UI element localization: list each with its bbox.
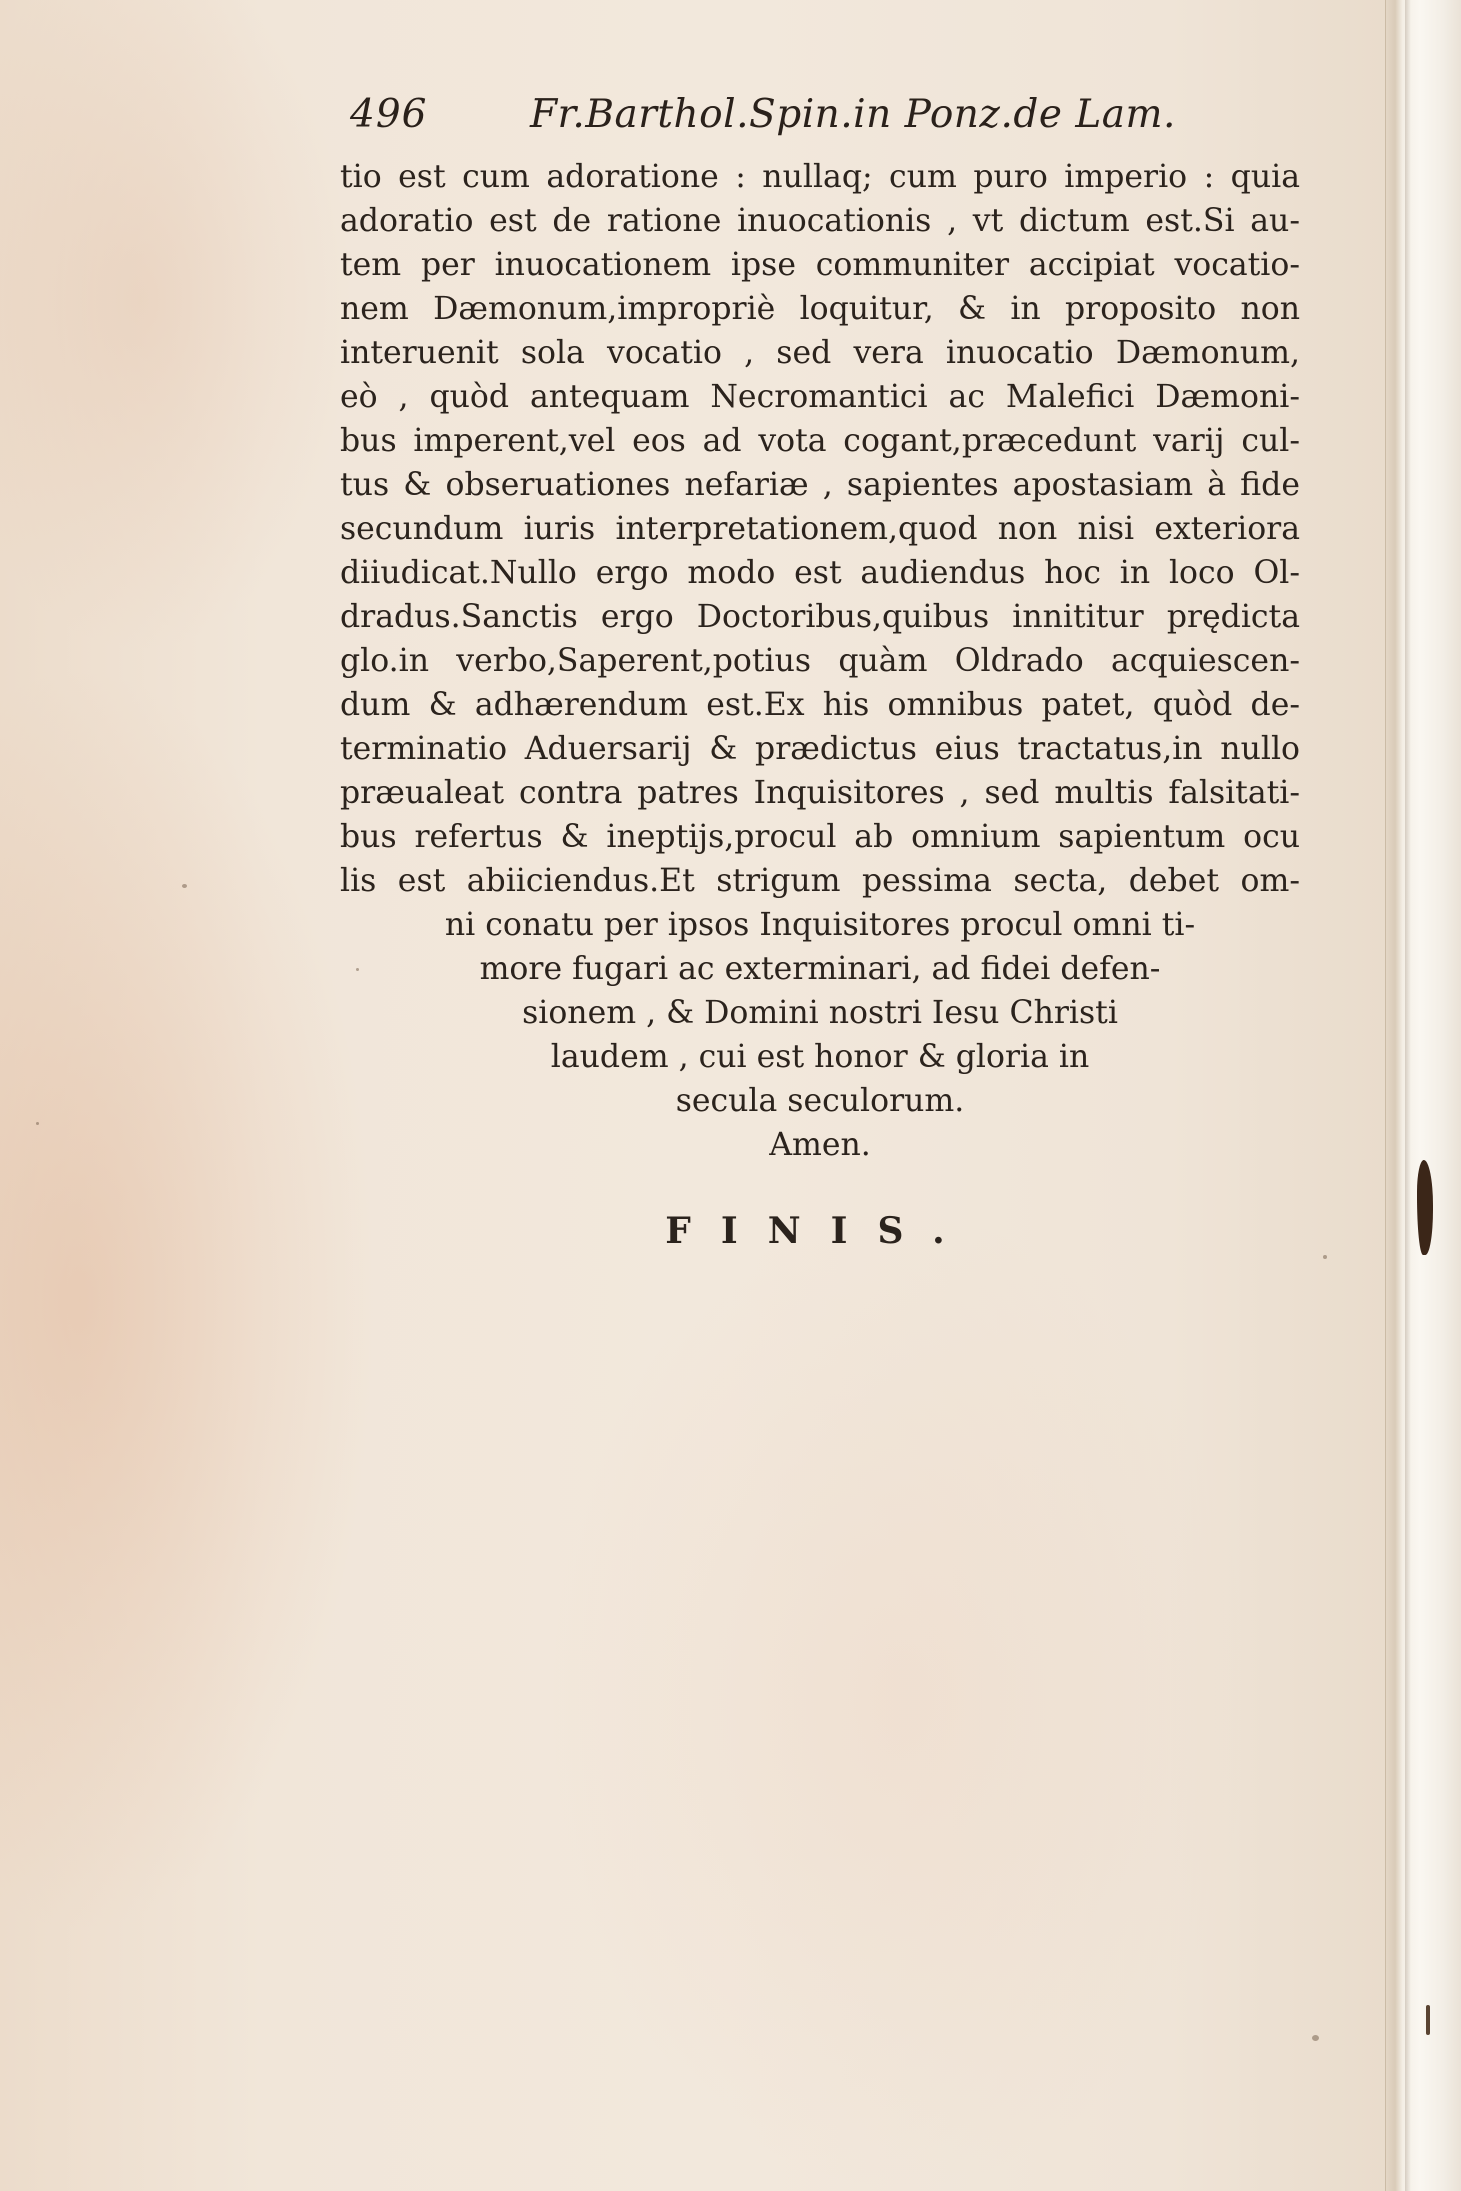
text-line: tus & obseruationes nefariæ , sapientes apostasiam à fide <box>340 467 1300 503</box>
text-line: dradus.Sanctis ergo Doctoribus,quibus innititur prędicta <box>340 599 1300 635</box>
text-line: eò , quòd antequam Necromantici ac Malefici Dæmoni- <box>340 379 1300 415</box>
text-line: tem per inuocationem ipse communiter accipiat vocatio- <box>340 247 1300 283</box>
text-line: glo.in verbo,Saperent,potius quàm Oldrado acquiescen- <box>340 643 1300 679</box>
text-line: terminatio Aduersarij & prædictus eius tractatus,in nullo <box>340 731 1300 767</box>
running-head <box>350 92 1300 154</box>
text-line: secundum iuris interpretationem,quod non nisi exteriora <box>340 511 1300 547</box>
text-line: adoratio est de ratione inuocationis , vt dictum est.Si au- <box>340 203 1300 239</box>
body-text <box>340 155 1300 1167</box>
tail-line: more fugari ac exterminari, ad fidei defen- <box>479 951 1161 987</box>
text-line: bus imperent,vel eos ad vota cogant,præcedunt varij cul- <box>340 423 1300 459</box>
tail-line: laudem , cui est honor & gloria in <box>550 1039 1090 1075</box>
tail-line: secula seculorum. <box>675 1083 965 1119</box>
text-line: tio est cum adoratione : nullaq; cum puro imperio : quia <box>340 159 1300 195</box>
text-line: bus refertus & ineptijs,procul ab omnium sapientum ocu <box>340 819 1300 855</box>
page-edge-shadow <box>1405 0 1411 2191</box>
page-edge <box>1385 0 1461 2191</box>
text-line: dum & adhærendum est.Ex his omnibus patet, quòd de- <box>340 687 1300 723</box>
running-title: Fr.Barthol.Spin.in Ponz.de Lam. <box>530 92 1176 137</box>
page-number: 496 <box>350 92 428 137</box>
finis-mark: FINIS. <box>665 1210 975 1252</box>
text-line: diiudicat.Nullo ergo modo est audiendus hoc in loco Ol- <box>340 555 1300 591</box>
tail-line: ni conatu per ipsos Inquisitores procul omni ti- <box>444 907 1196 943</box>
edge-nick-mark <box>1426 2005 1430 2035</box>
tail-line: sionem , & Domini nostri Iesu Christi <box>522 995 1118 1031</box>
text-line: præualeat contra patres Inquisitores , sed multis falsitati- <box>340 775 1300 811</box>
text-line: interuenit sola vocatio , sed vera inuocatio Dæmonum, <box>340 335 1300 371</box>
edge-tear-mark <box>1417 1160 1433 1255</box>
tail-line: Amen. <box>769 1127 871 1163</box>
text-line: nem Dæmonum,impropriè loquitur, & in proposito non <box>340 291 1300 327</box>
text-line: lis est abiiciendus.Et strigum pessima secta, debet om- <box>340 863 1300 899</box>
